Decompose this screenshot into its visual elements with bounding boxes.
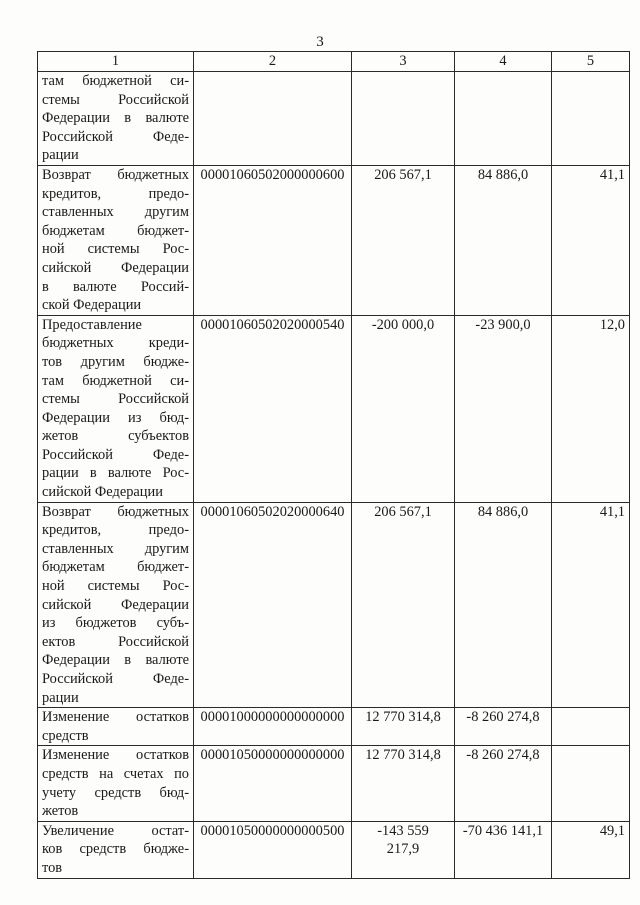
budget-classification-code: 00001060502000000600 bbox=[194, 165, 352, 315]
description-line: сийской Федерации bbox=[42, 259, 189, 276]
description-line: ской Федерации bbox=[42, 297, 142, 314]
execution-percent: 49,1 bbox=[552, 821, 630, 878]
approved-amount: -200 000,0 bbox=[352, 315, 455, 502]
description-line: бюджетам бюджет- bbox=[42, 559, 189, 576]
approved-amount: 206 567,1 bbox=[352, 165, 455, 315]
budget-classification-code: 00001050000000000500 bbox=[194, 821, 352, 878]
table-row bbox=[38, 165, 630, 315]
row-description bbox=[38, 165, 194, 315]
budget-classification-code bbox=[194, 72, 352, 166]
approved-amount: 12 770 314,8 bbox=[352, 746, 455, 821]
executed-amount: -23 900,0 bbox=[455, 315, 552, 502]
executed-amount: 84 886,0 bbox=[455, 502, 552, 708]
description-line: ной системы Рос- bbox=[42, 241, 189, 258]
description-line: кредитов, предо- bbox=[42, 522, 189, 539]
table-row bbox=[38, 821, 630, 878]
description-line: из бюджетов субъ- bbox=[42, 615, 189, 632]
column-header: 4 bbox=[455, 52, 552, 72]
executed-amount: -8 260 274,8 bbox=[455, 708, 552, 746]
execution-percent bbox=[552, 746, 630, 821]
description-line: кредитов, предо- bbox=[42, 185, 189, 202]
executed-amount bbox=[455, 72, 552, 166]
description-line: Предоставление bbox=[42, 316, 142, 333]
row-description bbox=[38, 315, 194, 502]
description-line: тов другим бюдже- bbox=[42, 353, 189, 370]
row-description bbox=[38, 72, 194, 166]
description-line: Российской Феде- bbox=[42, 128, 189, 145]
description-line: Федерации из бюд- bbox=[42, 409, 189, 426]
execution-percent bbox=[552, 72, 630, 166]
description-line: там бюджетной си- bbox=[42, 73, 189, 89]
description-line: ков средств бюдже- bbox=[42, 841, 189, 858]
description-line: Увеличение остат- bbox=[42, 822, 189, 839]
budget-classification-code: 00001060502020000640 bbox=[194, 502, 352, 708]
description-line: жетов субъектов bbox=[42, 428, 189, 445]
description-line: ставленных другим bbox=[42, 540, 189, 557]
page-number: 3 bbox=[316, 34, 324, 50]
executed-amount: 84 886,0 bbox=[455, 165, 552, 315]
table-row bbox=[38, 746, 630, 821]
budget-execution-table bbox=[37, 51, 630, 879]
table-row bbox=[38, 502, 630, 708]
description-line: сийской Федерации bbox=[42, 484, 163, 501]
description-line: жетов bbox=[42, 803, 79, 820]
column-header: 1 bbox=[38, 52, 194, 72]
executed-amount: -70 436 141,1 bbox=[455, 821, 552, 878]
description-line: Возврат бюджетных bbox=[42, 503, 189, 520]
description-line: бюджетам бюджет- bbox=[42, 222, 189, 239]
approved-amount: 12 770 314,8 bbox=[352, 708, 455, 746]
column-header: 2 bbox=[194, 52, 352, 72]
description-line: Федерации в валюте bbox=[42, 652, 189, 669]
approved-amount: -143 559 217,9 bbox=[352, 821, 455, 878]
description-line: ставленных другим bbox=[42, 204, 189, 221]
description-line: Российской Феде- bbox=[42, 671, 189, 687]
execution-percent: 12,0 bbox=[552, 315, 630, 502]
description-line: рации bbox=[42, 689, 79, 706]
description-line: рации в валюте Рос- bbox=[42, 465, 189, 482]
description-line: в валюте Россий- bbox=[42, 278, 189, 295]
description-line: сийской Федерации bbox=[42, 596, 189, 613]
table-row bbox=[38, 315, 630, 502]
description-line: стемы Российской bbox=[42, 391, 189, 408]
description-line: Изменение остатков bbox=[42, 709, 189, 726]
row-description bbox=[38, 502, 194, 708]
description-line: Российской Феде- bbox=[42, 446, 189, 463]
approved-amount: 206 567,1 bbox=[352, 502, 455, 708]
execution-percent: 41,1 bbox=[552, 165, 630, 315]
row-description bbox=[38, 821, 194, 878]
budget-classification-code: 00001060502020000540 bbox=[194, 315, 352, 502]
table-row bbox=[38, 708, 630, 746]
description-line: рации bbox=[42, 147, 79, 164]
description-line: Возврат бюджетных bbox=[42, 166, 189, 183]
execution-percent bbox=[552, 708, 630, 746]
column-header: 5 bbox=[552, 52, 630, 72]
description-line: Изменение остатков bbox=[42, 747, 189, 764]
description-line: ной системы Рос- bbox=[42, 578, 189, 595]
column-header: 3 bbox=[352, 52, 455, 72]
approved-amount bbox=[352, 72, 455, 166]
execution-percent: 41,1 bbox=[552, 502, 630, 708]
row-description bbox=[38, 746, 194, 821]
description-line: тов bbox=[42, 859, 63, 876]
description-line: ектов Российской bbox=[42, 633, 189, 650]
budget-classification-code: 00001000000000000000 bbox=[194, 708, 352, 746]
row-description bbox=[38, 708, 194, 746]
description-line: там бюджетной си- bbox=[42, 372, 189, 389]
table-header-row bbox=[38, 52, 630, 72]
executed-amount: -8 260 274,8 bbox=[455, 746, 552, 821]
description-line: стемы Российской bbox=[42, 91, 189, 108]
description-line: бюджетных креди- bbox=[42, 335, 189, 352]
table-row bbox=[38, 72, 630, 166]
description-line: учету средств бюд- bbox=[42, 784, 189, 801]
description-line: Федерации в валюте bbox=[42, 110, 189, 127]
description-line: средств bbox=[42, 727, 89, 744]
description-line: средств на счетах по bbox=[42, 765, 189, 782]
budget-classification-code: 00001050000000000000 bbox=[194, 746, 352, 821]
